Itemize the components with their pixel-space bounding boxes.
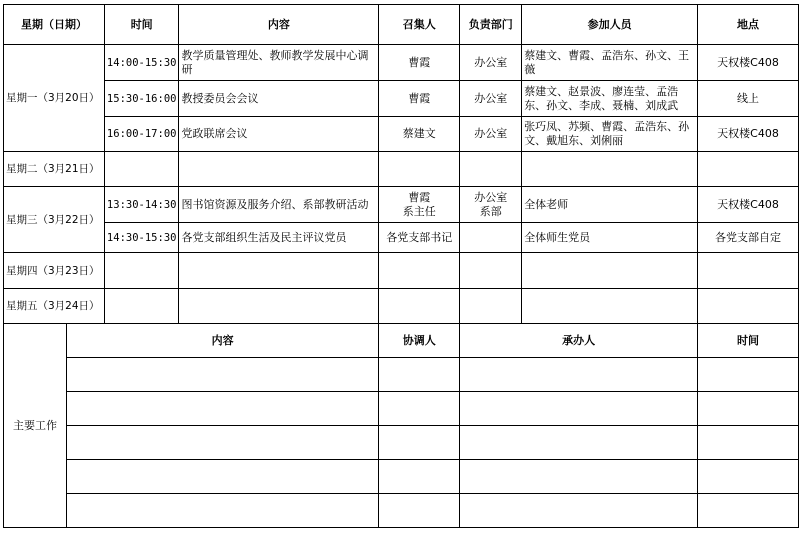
main-work-handler <box>460 392 698 426</box>
meeting-convener: 曹霞 <box>379 81 460 117</box>
meeting-time: 14:00-15:30 <box>104 45 179 81</box>
day-label: 星期一（3月20日） <box>4 45 105 152</box>
meeting-time <box>104 253 179 289</box>
meeting-time: 16:00-17:00 <box>104 117 179 152</box>
header-dept: 负责部门 <box>460 5 522 45</box>
meeting-content: 教授委员会会议 <box>179 81 379 117</box>
main-work-header-handler: 承办人 <box>460 324 698 358</box>
main-work-handler <box>460 494 698 528</box>
meeting-convener <box>379 253 460 289</box>
day-label: 星期三（3月22日） <box>4 187 105 253</box>
main-work-coordinator <box>379 358 460 392</box>
meeting-dept <box>460 152 522 187</box>
main-work-coordinator <box>379 426 460 460</box>
main-work-header-row <box>4 324 799 358</box>
weekly-schedule-table <box>3 4 799 528</box>
meeting-location: 天权楼C408 <box>698 45 799 81</box>
main-work-header-content: 内容 <box>66 324 378 358</box>
meeting-location <box>698 289 799 324</box>
meeting-dept: 办公室 <box>460 81 522 117</box>
header-content: 内容 <box>179 5 379 45</box>
schedule-row <box>4 117 799 152</box>
meeting-location: 天权楼C408 <box>698 187 799 223</box>
header-day: 星期（日期） <box>4 5 105 45</box>
meeting-location: 线上 <box>698 81 799 117</box>
main-work-content <box>66 460 378 494</box>
meeting-participants: 蔡建文、赵景波、廖连莹、孟浩东、孙文、李成、聂楠、刘成武 <box>522 81 698 117</box>
day-label: 星期二（3月21日） <box>4 152 105 187</box>
header-time: 时间 <box>104 5 179 45</box>
main-work-row <box>4 426 799 460</box>
meeting-participants: 全体师生党员 <box>522 223 698 253</box>
meeting-participants: 蔡建文、曹霞、孟浩东、孙文、王薇 <box>522 45 698 81</box>
meeting-time: 14:30-15:30 <box>104 223 179 253</box>
main-work-content <box>66 392 378 426</box>
main-work-time <box>698 358 799 392</box>
header-row <box>4 5 799 45</box>
main-work-time <box>698 392 799 426</box>
meeting-convener: 曹霞 <box>379 45 460 81</box>
meeting-participants <box>522 152 698 187</box>
main-work-coordinator <box>379 494 460 528</box>
main-work-handler <box>460 460 698 494</box>
schedule-row <box>4 45 799 81</box>
meeting-content: 教学质量管理处、教师教学发展中心调研 <box>179 45 379 81</box>
meeting-content <box>179 253 379 289</box>
meeting-dept <box>460 289 522 324</box>
header-convener: 召集人 <box>379 5 460 45</box>
main-work-time <box>698 460 799 494</box>
schedule-row <box>4 223 799 253</box>
main-work-coordinator <box>379 392 460 426</box>
meeting-dept <box>460 253 522 289</box>
meeting-participants: 张巧凤、苏频、曹霞、孟浩东、孙文、戴旭东、刘俐丽 <box>522 117 698 152</box>
main-work-row <box>4 460 799 494</box>
main-work-content <box>66 494 378 528</box>
schedule-row <box>4 253 799 289</box>
meeting-location: 天权楼C408 <box>698 117 799 152</box>
schedule-row <box>4 81 799 117</box>
meeting-content <box>179 289 379 324</box>
day-label: 星期五（3月24日） <box>4 289 105 324</box>
meeting-content: 各党支部组织生活及民主评议党员 <box>179 223 379 253</box>
schedule-row <box>4 152 799 187</box>
meeting-location <box>698 152 799 187</box>
meeting-convener: 曹霞 系主任 <box>379 187 460 223</box>
meeting-location: 各党支部自定 <box>698 223 799 253</box>
main-work-content <box>66 426 378 460</box>
meeting-content: 党政联席会议 <box>179 117 379 152</box>
main-work-coordinator <box>379 460 460 494</box>
meeting-participants <box>522 289 698 324</box>
meeting-dept: 办公室 <box>460 45 522 81</box>
meeting-convener: 蔡建文 <box>379 117 460 152</box>
meeting-dept <box>460 223 522 253</box>
main-work-handler <box>460 426 698 460</box>
meeting-time: 13:30-14:30 <box>104 187 179 223</box>
main-work-header-coordinator: 协调人 <box>379 324 460 358</box>
main-work-time <box>698 494 799 528</box>
meeting-content <box>179 152 379 187</box>
meeting-time <box>104 152 179 187</box>
meeting-participants <box>522 253 698 289</box>
meeting-convener: 各党支部书记 <box>379 223 460 253</box>
meeting-content: 图书馆资源及服务介绍、系部教研活动 <box>179 187 379 223</box>
main-work-row <box>4 494 799 528</box>
main-work-row <box>4 392 799 426</box>
schedule-row <box>4 289 799 324</box>
meeting-participants: 全体老师 <box>522 187 698 223</box>
day-label: 星期四（3月23日） <box>4 253 105 289</box>
main-work-header-time: 时间 <box>698 324 799 358</box>
main-work-content <box>66 358 378 392</box>
main-work-time <box>698 426 799 460</box>
header-location: 地点 <box>698 5 799 45</box>
meeting-location <box>698 253 799 289</box>
meeting-time <box>104 289 179 324</box>
main-work-label: 主要工作 <box>4 324 67 528</box>
meeting-dept: 办公室 系部 <box>460 187 522 223</box>
main-work-row <box>4 358 799 392</box>
meeting-dept: 办公室 <box>460 117 522 152</box>
meeting-time: 15:30-16:00 <box>104 81 179 117</box>
header-participants: 参加人员 <box>522 5 698 45</box>
schedule-row <box>4 187 799 223</box>
main-work-handler <box>460 358 698 392</box>
meeting-convener <box>379 152 460 187</box>
meeting-convener <box>379 289 460 324</box>
